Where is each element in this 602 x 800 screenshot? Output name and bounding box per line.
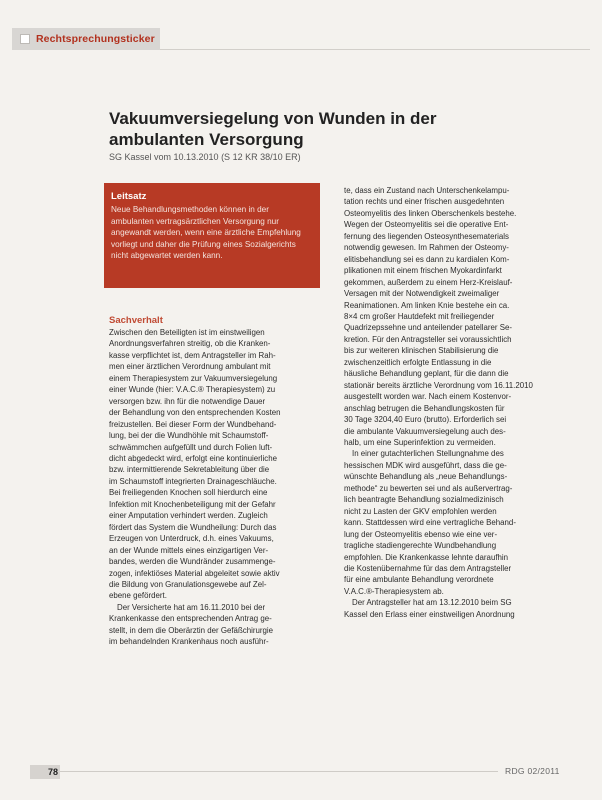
text-line: im Schaumstoff integrierten Drainageschläuche.	[109, 476, 277, 486]
journal-issue: RDG 02/2011	[505, 766, 560, 776]
footer-divider	[60, 771, 498, 772]
text-line: Infektion mit Knochenbeteiligung mit der Gefahr	[109, 499, 276, 509]
text-line: lung der Osteomyelitis ebenso wie eine ver-	[344, 529, 498, 539]
text-line: Anordnungsverfahren streitig, ob die Kranken-	[109, 339, 271, 349]
text-line: zogen, infektiöses Material abgeleitet sowie aktiv	[109, 568, 280, 578]
text-line: In einer gutachterlichen Stellungnahme des	[352, 449, 504, 459]
text-line: Erzeugen von Unterdruck, d.h. eines Vakuums,	[109, 534, 274, 544]
text-line: halb, um eine Superinfektion zu vermeiden.	[344, 437, 496, 447]
text-line: lung, bei der die Wundhöhle mit Schaumstoff-	[109, 431, 269, 441]
right-column	[344, 185, 558, 620]
text-line: 30 Tage 3204,40 Euro (brutto). Erforderlich sei	[344, 415, 507, 425]
text-line: kann. Stattdessen wird eine vertragliche Behand-	[344, 518, 516, 528]
text-line: schwämmchen aufgefüllt und durch Folien luft-	[109, 442, 273, 452]
text-line: plikationen mit einem frischen Myokardinfarkt	[344, 266, 502, 276]
text-line: der Behandlung von den entsprechenden Kosten	[109, 408, 281, 418]
square-bullet-icon	[20, 34, 30, 44]
section-label: Rechtsprechungsticker	[36, 33, 155, 45]
text-line: Versagen mit der Notwendigkeit zweimaliger	[344, 289, 500, 299]
text-line: an der Wunde mittels eines einzigartigen Ver-	[109, 545, 269, 555]
text-line: Osteomyelitis des linken Oberschenkels bestehe.	[344, 208, 517, 218]
text-line: gekommen, außerdem zu einem Herz-Kreislauf-	[344, 277, 513, 287]
text-line: freizustellen. Bei dieser Form der Wundbehand-	[109, 419, 277, 429]
header-divider	[160, 49, 590, 50]
text-line: Krankenkasse den entsprechenden Antrag ge-	[109, 614, 272, 624]
text-line: empfohlen. Die Krankenkasse lehnte daraufhin	[344, 552, 509, 562]
text-line: fernung des liegenden Osteosynthesematerials	[344, 231, 509, 241]
text-line: Wegen der Osteomyelitis sei die operative Ent-	[344, 220, 509, 230]
leitsatz-heading: Leitsatz	[111, 191, 147, 202]
text-line: Der Antragsteller hat am 13.12.2010 beim SG	[352, 598, 512, 608]
text-line: Reanimationen. Am linken Knie bestehe ein ca.	[344, 300, 510, 310]
text-line: fördert das System die Wundheilung: Durch das	[109, 522, 277, 532]
text-line: einem Therapiesystem zur Vakuumversiegelung	[109, 373, 278, 383]
text-line: methode“ zu bewerten sei und als außervertrag-	[344, 483, 513, 493]
text-line: einer Amputation verhindert werden. Zugleich	[109, 511, 268, 521]
section-heading: Sachverhalt	[109, 315, 163, 326]
text-line: zwischenzeitlich erfolgte Entlassung in die	[344, 357, 492, 367]
text-line: Der Versicherte hat am 16.11.2010 bei der	[117, 602, 266, 612]
left-column	[109, 327, 322, 648]
text-line: häusliche Behandlung geplant, für die dann die	[344, 369, 509, 379]
text-line: 8×4 cm großer Hautdefekt mit freiliegender	[344, 311, 495, 321]
text-line: hessischen MDK wird ausgeführt, dass die ge-	[344, 460, 507, 470]
text-line: V.A.C.®-Therapiesystem ab.	[344, 586, 444, 596]
leitsatz-text: Neue Behandlungsmethoden können in der ambulanten vertragsärztlichen Versorgung nur angewandt werden, wenn eine ärztliche Empfehlung vorliegt und daher die Prüfung eines Sozialgerichts nicht abgewartet werden kann.	[111, 205, 301, 260]
text-line: lich beantragte Behandlung sozialmedizinisch	[344, 495, 504, 505]
text-line: ebene gefördert.	[109, 591, 167, 601]
text-line: Quadrizepssehne und anteilender patellarer Se-	[344, 323, 513, 333]
text-line: versorgen bzw. ihn für die notwendige Dauer	[109, 396, 266, 406]
text-line: ausgestellt worden war. Nach einem Kostenvor-	[344, 392, 512, 402]
section-tab	[12, 28, 160, 50]
text-line: bzw. intermittierende Sekretableitung über die	[109, 465, 270, 475]
article-title: Vakuumversiegelung von Wunden in der ambulanten Versorgung	[109, 109, 437, 149]
article-citation: SG Kassel vom 10.13.2010 (S 12 KR 38/10 ER)	[109, 152, 301, 162]
text-line: stellt, in dem die Oberärztin der Gefäßchirurgie	[109, 625, 274, 635]
page-number: 78	[30, 765, 60, 779]
text-line: notwendig gewesen. Im Rahmen der Osteomy-	[344, 243, 509, 253]
text-line: men einer ärztlichen Verordnung ambulant mit	[109, 362, 271, 372]
text-line: wünschte Behandlung als „neue Behandlungs-	[344, 472, 508, 482]
text-line: für eine ambulante Behandlung verordnete	[344, 575, 494, 585]
text-line: te, dass ein Zustand nach Unterschenkelampu-	[344, 186, 510, 195]
text-line: kasse verpflichtet ist, dem Antragsteller im Rah-	[109, 350, 276, 360]
text-line: kretion. Für den Antragsteller sei voraussichtlich	[344, 334, 512, 344]
text-line: bandes, werden die Wundränder zusammenge-	[109, 557, 276, 567]
text-line: Bei freiliegenden Knochen soll hierdurch eine	[109, 488, 268, 498]
text-line: dicht abgedeckt wird, erfolgt eine kontinuierliche	[109, 453, 277, 463]
text-line: tation rechts und einer frischen ausgedehnten	[344, 197, 505, 207]
leitsatz-box	[104, 183, 320, 288]
text-line: elitisbehandlung sei es dann zu kardialen Kom-	[344, 254, 510, 264]
text-line: die Kostenübernahme für das dem Antragsteller	[344, 563, 512, 573]
text-line: im behandelnden Krankenhaus noch ausführ-	[109, 637, 269, 647]
text-line: die ambulante Vakuumversiegelung auch des-	[344, 426, 506, 436]
text-line: stationär bereits ärztliche Verordnung vom 16.11.2010	[344, 380, 533, 390]
text-line: bis zur weiteren klinischen Stabilisierung die	[344, 346, 499, 356]
text-line: tragliche stadiengerechte Wundbehandlung	[344, 541, 497, 551]
text-line: anschlag betrugen die Behandlungskosten für	[344, 403, 505, 413]
text-line: Kassel den Erlass einer einstweiligen Anordnung	[344, 609, 515, 619]
text-line: einer Wunde (hier: V.A.C.® Therapiesystem) zu	[109, 385, 276, 395]
text-line: die Bildung von Granulationsgewebe auf Zel-	[109, 579, 267, 589]
text-line: nicht zu Lasten der GKV empfohlen werden	[344, 506, 497, 516]
text-line: Zwischen den Beteiligten ist im einstweiligen	[109, 328, 265, 337]
